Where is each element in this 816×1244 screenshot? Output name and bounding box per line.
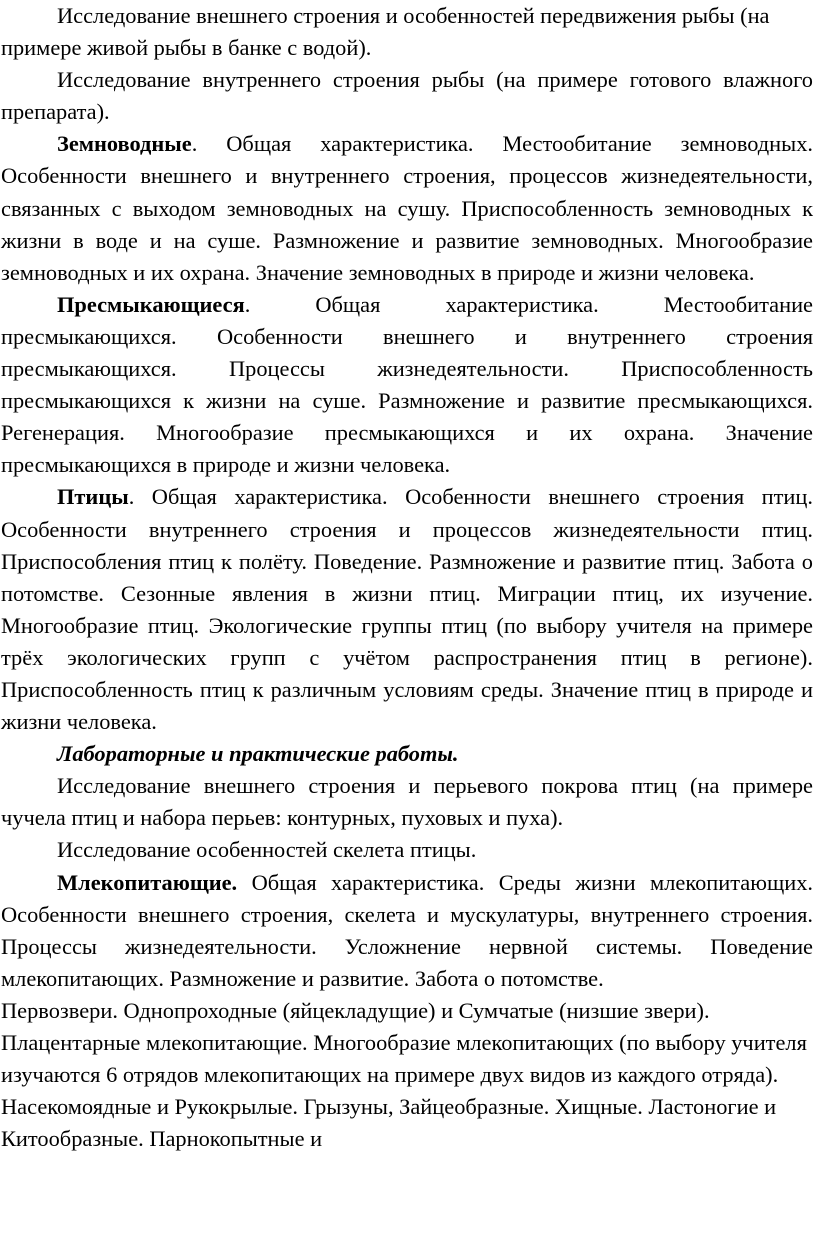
paragraph-placentals: Плацентарные млекопитающие. Многообразие млекопитающих (по выбору учителя изучаются 6 отрядов млекопитающих на примере двух видов из каждого отряда). Насекомоядные и Рукокрылые. Грызуны, Зайцеобразные. Хищные. Ластоногие и Китообразные. Парнокопытные и bbox=[1, 1030, 807, 1152]
paragraph-lab-feathers: Исследование внешнего строения и перьевого покрова птиц (на примере чучела птиц и набора перьев: контурных, пуховых и пуха). bbox=[1, 773, 813, 831]
paragraph-reptiles bbox=[1, 289, 813, 482]
paragraph-amphibians bbox=[1, 128, 813, 288]
birds-text: . Общая характеристика. Особенности внешнего строения птиц. Особенности внутреннего строения и процессов жизнедеятельности птиц. Приспособления птиц к полёту. Поведение. Размножение и развитие птиц. Забота о потомстве. Сезонные явления в жизни птиц. Миграции птиц, их изучение. Многообразие птиц. Экологические группы птиц (по выбору учителя на примере трёх экологических групп с учётом распространения птиц в регионе). Приспособленность птиц к различным условиям среды. Значение птиц в природе и жизни человека. bbox=[1, 484, 813, 735]
reptiles-text: . Общая характеристика. Местообитание пресмыкающихся. Особенности внешнего и внутреннего строения пресмыкающихся. Процессы жизнедеятельности. Приспособленность пресмыкающихся к жизни на суше. Размножение и развитие пресмыкающихся. Регенерация. Многообразие пресмыкающихся и их охрана. Значение пресмыкающихся в природе и жизни человека. bbox=[1, 291, 813, 478]
paragraph-fish-internal: Исследование внутреннего строения рыбы (на примере готового влажного препарата). bbox=[1, 67, 813, 125]
mammals-title: Млекопитающие. bbox=[57, 869, 238, 895]
paragraph-lab-skeleton: Исследование особенностей скелета птицы. bbox=[57, 837, 477, 863]
reptiles-title: Пресмыкающиеся bbox=[57, 291, 245, 317]
document-page bbox=[1, 0, 813, 1155]
amphibians-title: Земноводные bbox=[57, 131, 192, 157]
lab-works-heading: Лабораторные и практические работы. bbox=[57, 741, 459, 767]
birds-title: Птицы bbox=[57, 484, 129, 510]
amphibians-text: . Общая характеристика. Местообитание земноводных. Особенности внешнего и внутреннего строения, процессов жизнедеятельности, связанных с выходом земноводных на сушу. Приспособленность земноводных к жизни в воде и на суше. Размножение и развитие земноводных. Многообразие земноводных и их охрана. Значение земноводных в природе и жизни человека. bbox=[1, 131, 813, 285]
paragraph-fish-external: Исследование внешнего строения и особенностей передвижения рыбы (на примере живой рыбы в банке с водой). bbox=[1, 3, 770, 61]
paragraph-birds bbox=[1, 481, 813, 738]
paragraph-mammals bbox=[1, 867, 813, 995]
paragraph-first-beasts: Первозвери. Однопроходные (яйцекладущие) и Сумчатые (низшие звери). bbox=[1, 997, 710, 1023]
mammals-text: Общая характеристика. Среды жизни млекопитающих. Особенности внешнего строения, скелета и мускулатуры, внутреннего строения. Процессы жизнедеятельности. Усложнение нервной системы. Поведение млекопитающих. Размножение и развитие. Забота о потомстве. bbox=[1, 869, 813, 991]
